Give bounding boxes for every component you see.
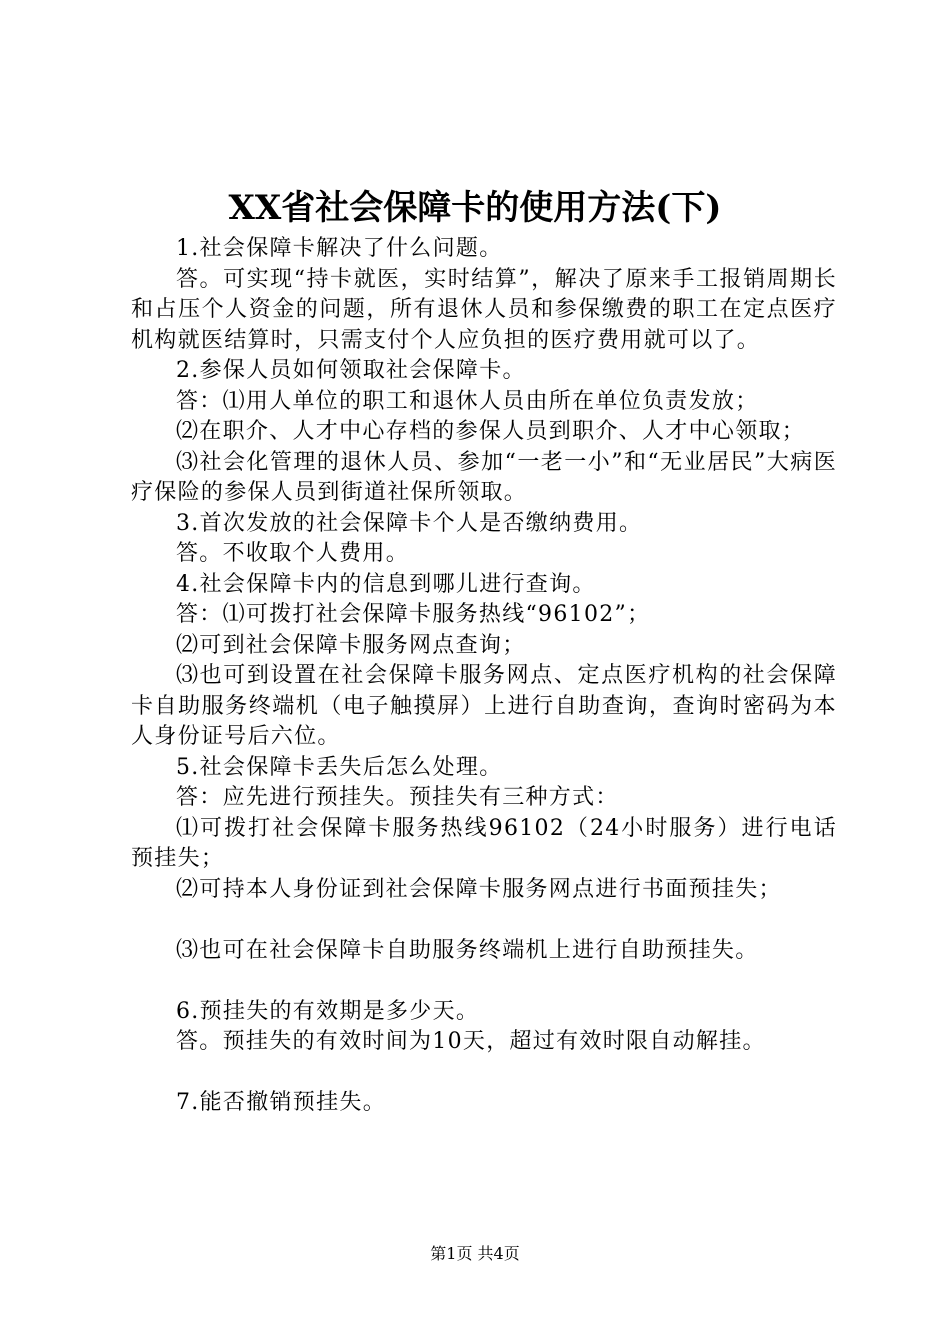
paragraph-a3: 答。不收取个人费用。 xyxy=(176,541,410,566)
paragraph-q4: 4.社会保障卡内的信息到哪儿进行查询。 xyxy=(176,571,596,597)
paragraph-a4-3: ⑶也可到设置在社会保障卡服务网点、定点医疗机构的社会保障卡自助服务终端机（电子触摸屏）上进行自助查询，查询时密码为本人身份证号后六位。 xyxy=(131,663,837,749)
paragraph-a2-1: 答：⑴用人单位的职工和退休人员由所在单位负责发放； xyxy=(176,388,759,414)
paragraph-a5-1: ⑴可拨打社会保障卡服务热线96102（24小时服务）进行电话预挂失； xyxy=(131,815,837,871)
paragraph-q1: 1.社会保障卡解决了什么问题。 xyxy=(176,236,503,261)
paragraph-a5-intro: 答：应先进行预挂失。预挂失有三种方式： xyxy=(176,785,619,810)
paragraph-q7: 7.能否撤销预挂失。 xyxy=(176,1090,386,1115)
paragraph-a2-3: ⑶社会化管理的退休人员、参加“一老一小”和“无业居民”大病医疗保险的参保人员到街道社保所领取。 xyxy=(131,449,837,505)
document-title: XX省社会保障卡的使用方法(下) xyxy=(228,188,722,228)
paragraph-q3: 3.首次发放的社会保障卡个人是否缴纳费用。 xyxy=(176,510,643,536)
paragraph-a2-2: ⑵在职介、人才中心存档的参保人员到职介、人才中心领取； xyxy=(176,419,806,444)
paragraph-a4-2: ⑵可到社会保障卡服务网点查询； xyxy=(176,632,526,658)
paragraph-q2: 2.参保人员如何领取社会保障卡。 xyxy=(176,358,526,383)
paragraph-a5-2: ⑵可持本人身份证到社会保障卡服务网点进行书面预挂失； xyxy=(176,876,782,902)
paragraph-q6: 6.预挂失的有效期是多少天。 xyxy=(176,998,480,1024)
document-body xyxy=(131,234,837,1119)
paragraph-a1: 答。可实现“持卡就医，实时结算”，解决了原来手工报销周期长和占压个人资金的问题，所有退休人员和参保缴费的职工在定点医疗机构就医结算时，只需支付个人应负担的医疗费用就可以了。 xyxy=(131,266,837,353)
paragraph-q5: 5.社会保障卡丢失后怎么处理。 xyxy=(176,754,503,780)
paragraph-a6: 答。预挂失的有效时间为10天，超过有效时限自动解挂。 xyxy=(176,1029,766,1054)
page-footer: 第1页 共4页 xyxy=(430,1244,520,1263)
paragraph-a4-1: 答：⑴可拨打社会保障卡服务热线“96102”； xyxy=(176,602,651,627)
paragraph-a5-3: ⑶也可在社会保障卡自助服务终端机上进行自助预挂失。 xyxy=(176,937,759,963)
